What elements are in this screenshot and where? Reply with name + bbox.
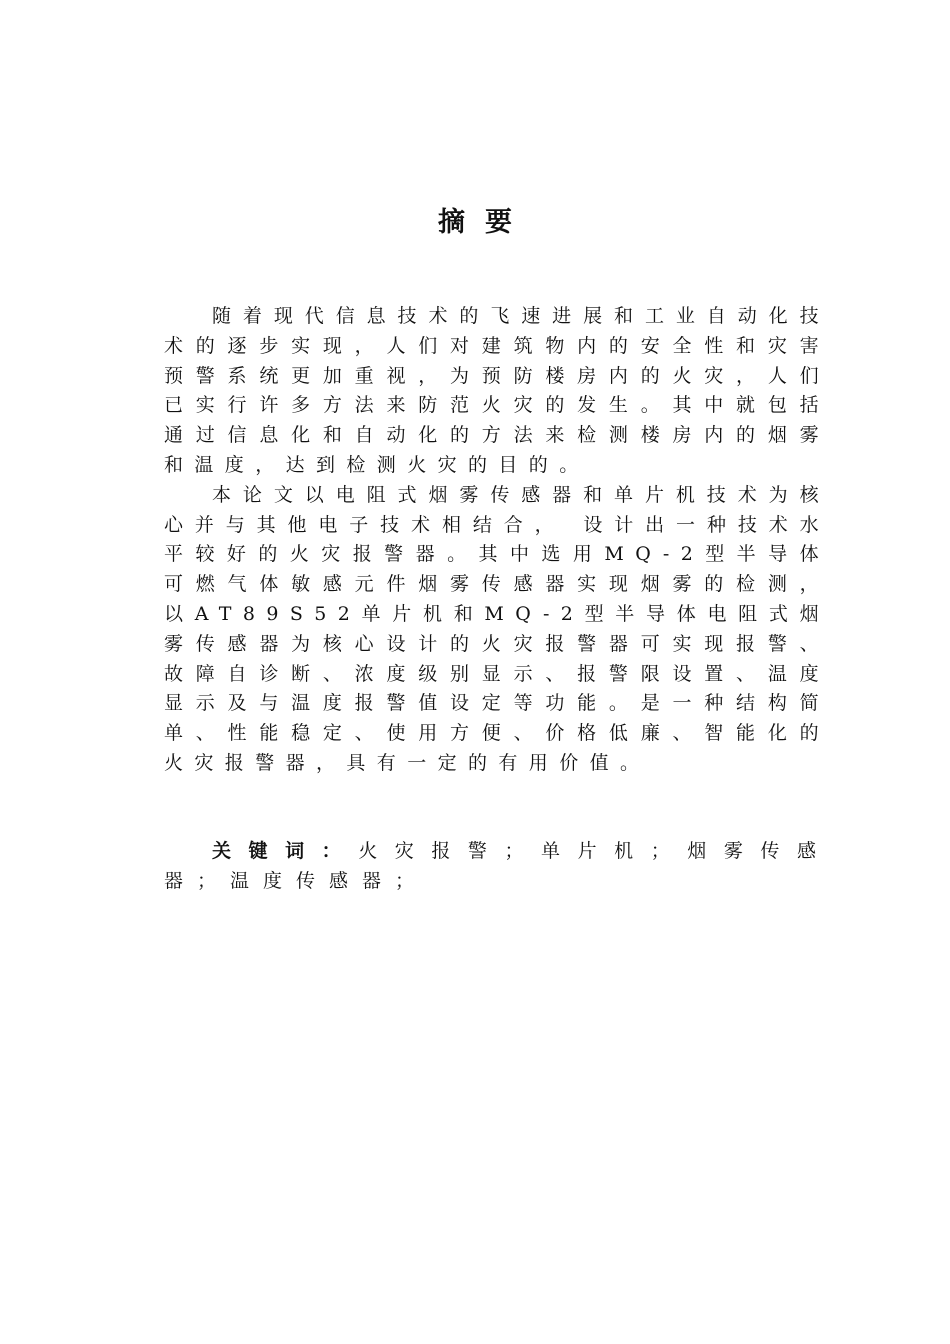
keywords-line: [164, 836, 830, 896]
keywords-text: 火灾报警；单片机；烟雾传感器；温度传感器；: [164, 840, 830, 892]
abstract-paragraph-1: 随着现代信息技术的飞速进展和工业自动化技术的逐步实现，人们对建筑物内的安全性和灾害预警系统更加重视，为预防楼房内的火灾，人们已实行许多方法来防范火灾的发生。其中就包括通过信息化和自动化的方法来检测楼房内的烟雾和温度，达到检测火灾的目的。: [164, 305, 830, 476]
abstract-title: 摘要: [438, 207, 532, 238]
keywords-label: 关键词：: [212, 840, 359, 862]
abstract-paragraph-2: 本论文以电阻式烟雾传感器和单片机技术为核心并与其他电子技术相结合， 设计出一种技术水平较好的火灾报警器。其中选用MQ-2型半导体可燃气体敏感元件烟雾传感器实现烟雾的检测，以AT89S52单片机和MQ-2型半导体电阻式烟雾传感器为核心设计的火灾报警器可实现报警、故障自诊断、浓度级别显示、报警限设置、温度显示及与温度报警值设定等功能。是一种结构简单、性能稳定、使用方便、价格低廉、智能化的火灾报警器，具有一定的有用价值。: [164, 483, 830, 774]
abstract-body: [164, 302, 830, 779]
